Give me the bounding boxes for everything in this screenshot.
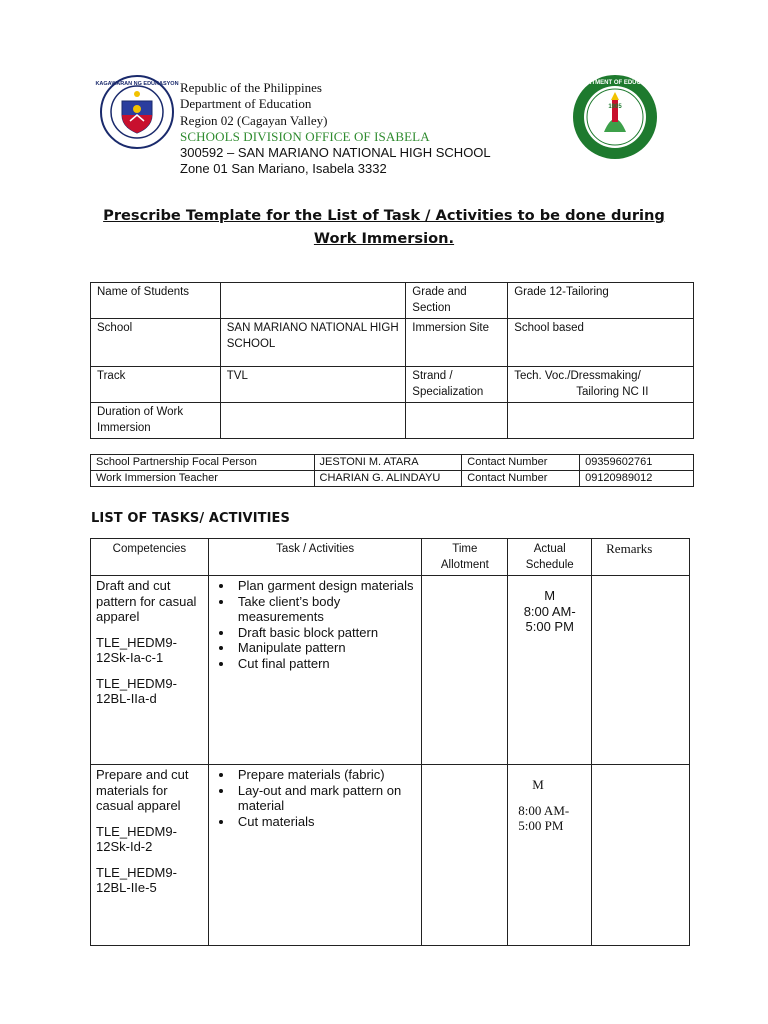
school-value: SAN MARIANO NATIONAL HIGH SCHOOL bbox=[220, 319, 406, 367]
empty-cell bbox=[508, 403, 694, 439]
schedule-day: M bbox=[544, 588, 556, 603]
svg-text:KAGAWARAN NG EDUKASYON: KAGAWARAN NG EDUKASYON bbox=[95, 81, 179, 87]
task-item: • Lay-out and mark pattern on material bbox=[234, 783, 417, 814]
table-row bbox=[91, 576, 690, 765]
competency-cell bbox=[91, 576, 209, 765]
strand-label: Strand / Specialization bbox=[406, 367, 508, 403]
table-row bbox=[91, 471, 694, 487]
contact-role: Work Immersion Teacher bbox=[91, 471, 315, 487]
letterhead-region: Region 02 (Cagayan Valley) bbox=[180, 112, 328, 128]
letterhead-address: Zone 01 San Mariano, Isabela 3332 bbox=[180, 161, 387, 177]
schedule-cell bbox=[508, 576, 592, 765]
letterhead-department: Department of Education bbox=[180, 96, 312, 112]
strand-value bbox=[508, 367, 694, 403]
header-actual-line1: Actual bbox=[533, 543, 566, 555]
task-item: • Cut materials bbox=[234, 814, 417, 830]
competency-code: TLE_HEDM9-12BL-IIa-d bbox=[96, 675, 177, 706]
grade-label: Grade and Section bbox=[406, 283, 508, 319]
school-label: School bbox=[91, 319, 221, 367]
task-item: • Cut final pattern bbox=[234, 656, 417, 672]
contact-role: School Partnership Focal Person bbox=[91, 455, 315, 471]
table-row bbox=[91, 367, 694, 403]
header-tasks: Task / Activities bbox=[208, 539, 422, 576]
header-remarks: Remarks bbox=[592, 539, 690, 576]
task-item: • Take client’s body measurements bbox=[234, 594, 417, 625]
competency-code: TLE_HEDM9-12BL-IIe-5 bbox=[96, 864, 177, 895]
competency-cell bbox=[91, 765, 209, 946]
schedule-cell bbox=[508, 765, 592, 946]
table-row bbox=[91, 319, 694, 367]
site-label: Immersion Site bbox=[406, 319, 508, 367]
table-row bbox=[91, 403, 694, 439]
document-title-line2: Work Immersion. bbox=[313, 230, 455, 247]
tasks-cell bbox=[208, 576, 422, 765]
time-allotment-cell bbox=[422, 765, 508, 946]
competency-code: TLE_HEDM9-12Sk-Ia-c-1 bbox=[96, 634, 177, 665]
contact-label: Contact Number bbox=[462, 471, 580, 487]
strand-value-line1: Tech. Voc./Dressmaking/ bbox=[514, 370, 641, 382]
time-allotment-cell bbox=[422, 576, 508, 765]
tasks-cell bbox=[208, 765, 422, 946]
empty-cell bbox=[406, 403, 508, 439]
task-item: • Manipulate pattern bbox=[234, 640, 417, 656]
tasks-table bbox=[90, 538, 690, 946]
letterhead-division: SCHOOLS DIVISION OFFICE OF ISABELA bbox=[180, 128, 430, 144]
svg-text:DEPARTMENT OF EDUCATION: DEPARTMENT OF EDUCATION bbox=[570, 80, 660, 86]
grade-value: Grade 12-Tailoring bbox=[508, 283, 694, 319]
letterhead bbox=[180, 80, 491, 178]
table-row bbox=[91, 455, 694, 471]
header-time bbox=[422, 539, 508, 576]
competency-code: TLE_HEDM9-12Sk-Id-2 bbox=[96, 823, 177, 854]
track-value: TVL bbox=[220, 367, 406, 403]
table-row bbox=[91, 283, 694, 319]
table-header-row bbox=[91, 539, 690, 576]
contact-number: 09120989012 bbox=[580, 471, 694, 487]
contact-table bbox=[90, 454, 694, 487]
contact-number: 09359602761 bbox=[580, 455, 694, 471]
header-time-line1: Time bbox=[452, 543, 478, 555]
header-actual bbox=[508, 539, 592, 576]
task-item: • Prepare materials (fabric) bbox=[234, 767, 417, 783]
header-competencies: Competencies bbox=[91, 539, 209, 576]
header-time-line2: Allotment bbox=[440, 559, 489, 571]
letterhead-republic: Republic of the Philippines bbox=[180, 80, 322, 95]
task-item: • Draft basic block pattern bbox=[234, 625, 417, 641]
schedule-day: M bbox=[532, 777, 544, 792]
schedule-time: 8:00 AM-5:00 PM bbox=[518, 802, 570, 833]
deped-seal-logo bbox=[95, 75, 179, 149]
list-title: LIST OF TASKS/ ACTIVITIES bbox=[91, 511, 290, 526]
duration-value bbox=[220, 403, 406, 439]
division-seal-logo bbox=[572, 74, 658, 160]
remarks-cell bbox=[592, 576, 690, 765]
competency-text: Prepare and cut materials for casual apparel bbox=[96, 767, 189, 813]
header-actual-line2: Schedule bbox=[525, 559, 574, 571]
document-title bbox=[60, 204, 708, 250]
table-row bbox=[91, 765, 690, 946]
contact-name: JESTONI M. ATARA bbox=[314, 455, 462, 471]
task-item: • Plan garment design materials bbox=[234, 578, 417, 594]
name-value bbox=[220, 283, 406, 319]
remarks-cell bbox=[592, 765, 690, 946]
track-label: Track bbox=[91, 367, 221, 403]
contact-name: CHARIAN G. ALINDAYU bbox=[314, 471, 462, 487]
contact-label: Contact Number bbox=[462, 455, 580, 471]
letterhead-school: 300592 – SAN MARIANO NATIONAL HIGH SCHOOL bbox=[180, 145, 491, 161]
competency-text: Draft and cut pattern for casual apparel bbox=[96, 578, 197, 624]
document-title-line1: Prescribe Template for the List of Task / Activities to be done during bbox=[103, 207, 665, 224]
name-label: Name of Students bbox=[91, 283, 221, 319]
schedule-time: 8:00 AM-5:00 PM bbox=[523, 603, 576, 634]
site-value: School based bbox=[508, 319, 694, 367]
svg-text:1905: 1905 bbox=[608, 104, 622, 110]
student-info-table bbox=[90, 282, 694, 439]
duration-label: Duration of Work Immersion bbox=[91, 403, 221, 439]
strand-value-line2: Tailoring NC II bbox=[576, 385, 649, 398]
